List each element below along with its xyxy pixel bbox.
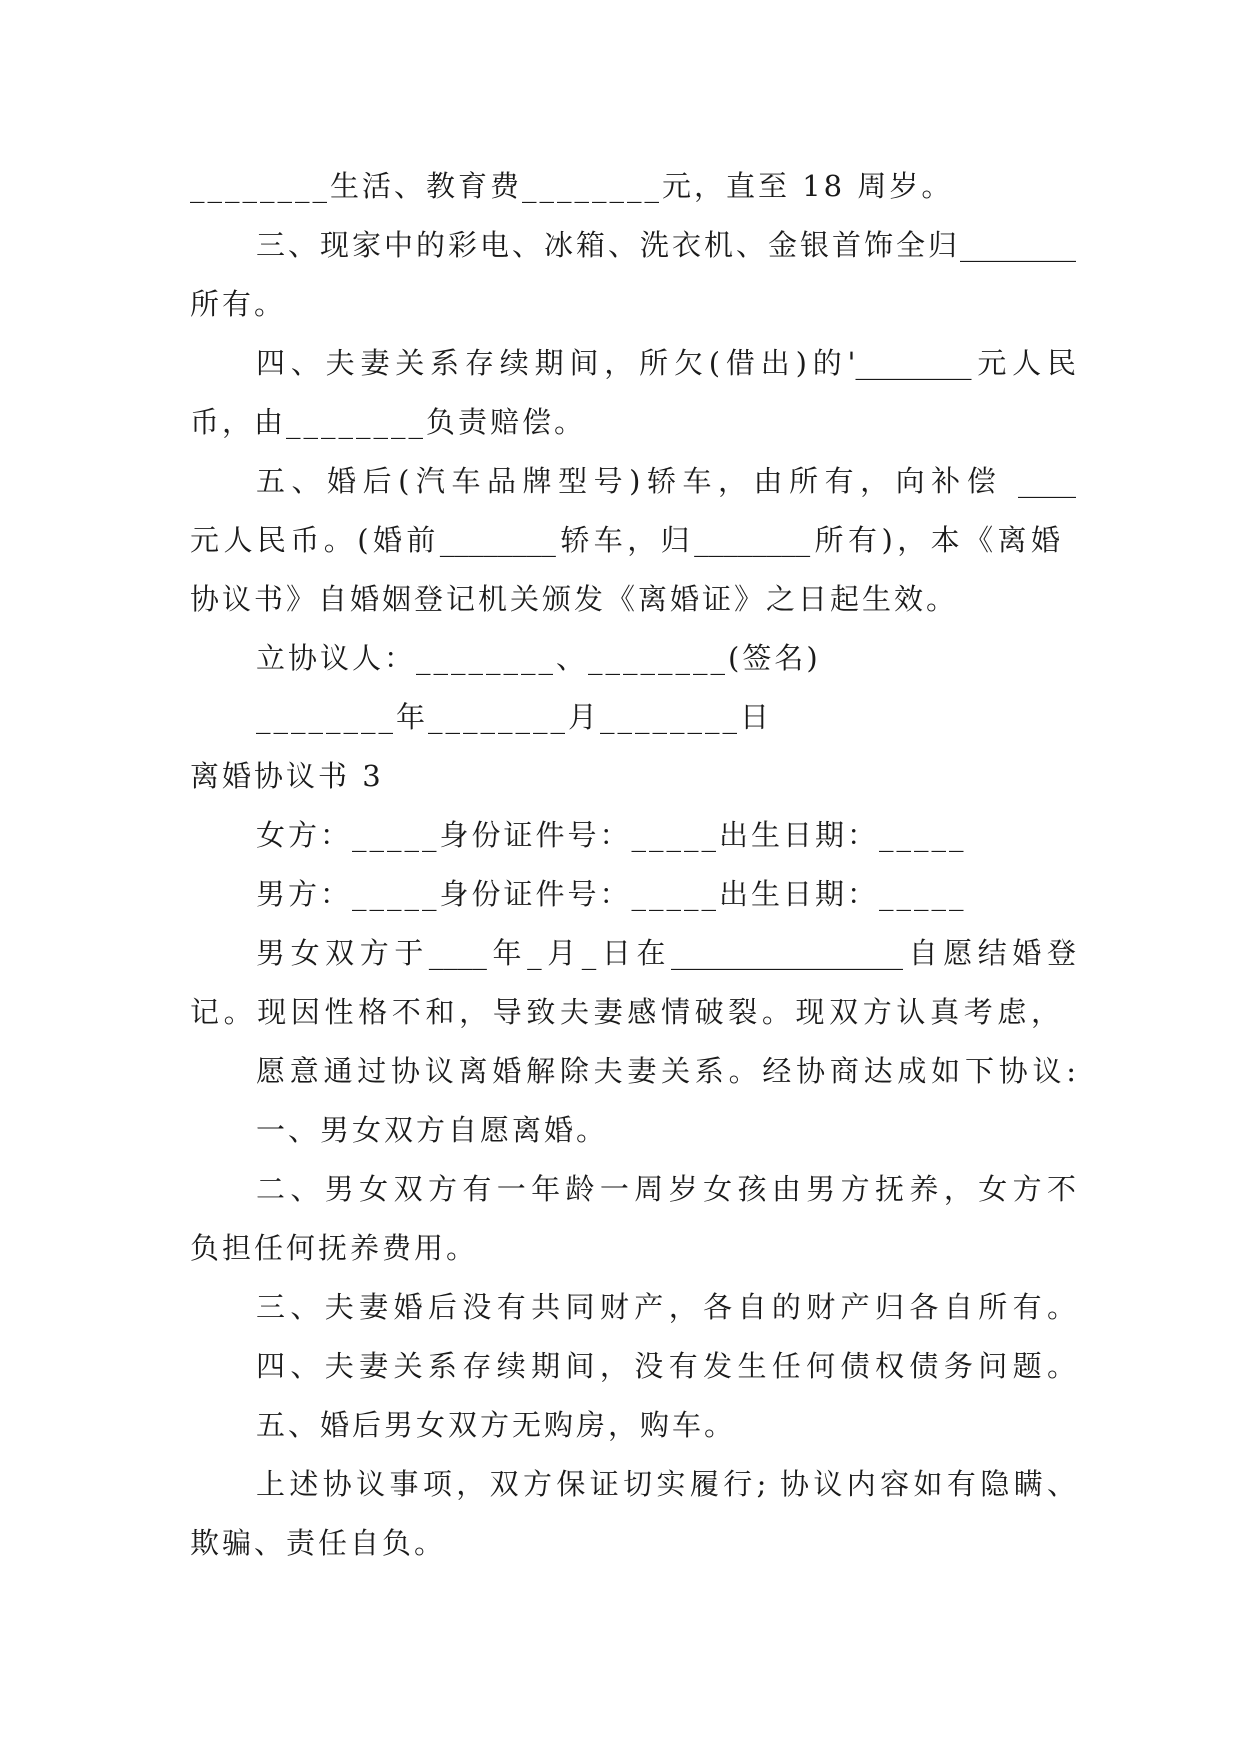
text-line: 上述协议事项，双方保证切实履行; 协议内容如有隐瞒、	[256, 1467, 1076, 1501]
text-line: 协议书》自婚姻登记机关颁发《离婚证》之日起生效。	[190, 582, 959, 616]
text-line: 五、婚后男女双方无购房，购车。	[256, 1408, 737, 1442]
text-line: 三、现家中的彩电、冰箱、洗衣机、金银首饰全归________	[256, 228, 1076, 262]
text-line: ________生活、教育费________元，直至 18 周岁。	[190, 169, 954, 203]
text-line: 男女双方于____年_月_日在________________自愿结婚登	[256, 936, 1076, 970]
date-line: ________年________月________日	[256, 700, 773, 734]
text-line: 愿意通过协议离婚解除夫妻关系。经协商达成如下协议:	[256, 1054, 1076, 1088]
text-line: 女方：_____身份证件号：_____出生日期：_____	[256, 818, 967, 852]
section-title: 离婚协议书 3	[190, 759, 384, 793]
text-line: 欺骗、责任自负。	[190, 1526, 447, 1560]
text-line: 一、男女双方自愿离婚。	[256, 1113, 609, 1147]
text-line: 元人民币。(婚前________轿车，归________所有)，本《离婚	[190, 523, 1060, 557]
text-line: 四、夫妻关系存续期间，没有发生任何债权债务问题。	[256, 1349, 1076, 1383]
text-line: 二、男女双方有一年龄一周岁女孩由男方抚养，女方不	[256, 1172, 1076, 1206]
text-line: 币，由________负责赔偿。	[190, 405, 587, 439]
text-line: 负担任何抚养费用。	[190, 1231, 479, 1265]
text-line: 三、夫妻婚后没有共同财产，各自的财产归各自所有。	[256, 1290, 1076, 1324]
text-line: 四、夫妻关系存续期间，所欠(借出)的'________元人民	[256, 346, 1076, 380]
text-line: 男方：_____身份证件号：_____出生日期：_____	[256, 877, 967, 911]
text-line: 所有。	[190, 287, 287, 321]
text-line: 五、婚后(汽车品牌型号)轿车，由所有，向补偿 ____	[256, 464, 1076, 498]
signatory-line: 立协议人：________、________(签名)	[256, 641, 821, 675]
text-line: 记。现因性格不和，导致夫妻感情破裂。现双方认真考虑，	[190, 995, 1060, 1029]
